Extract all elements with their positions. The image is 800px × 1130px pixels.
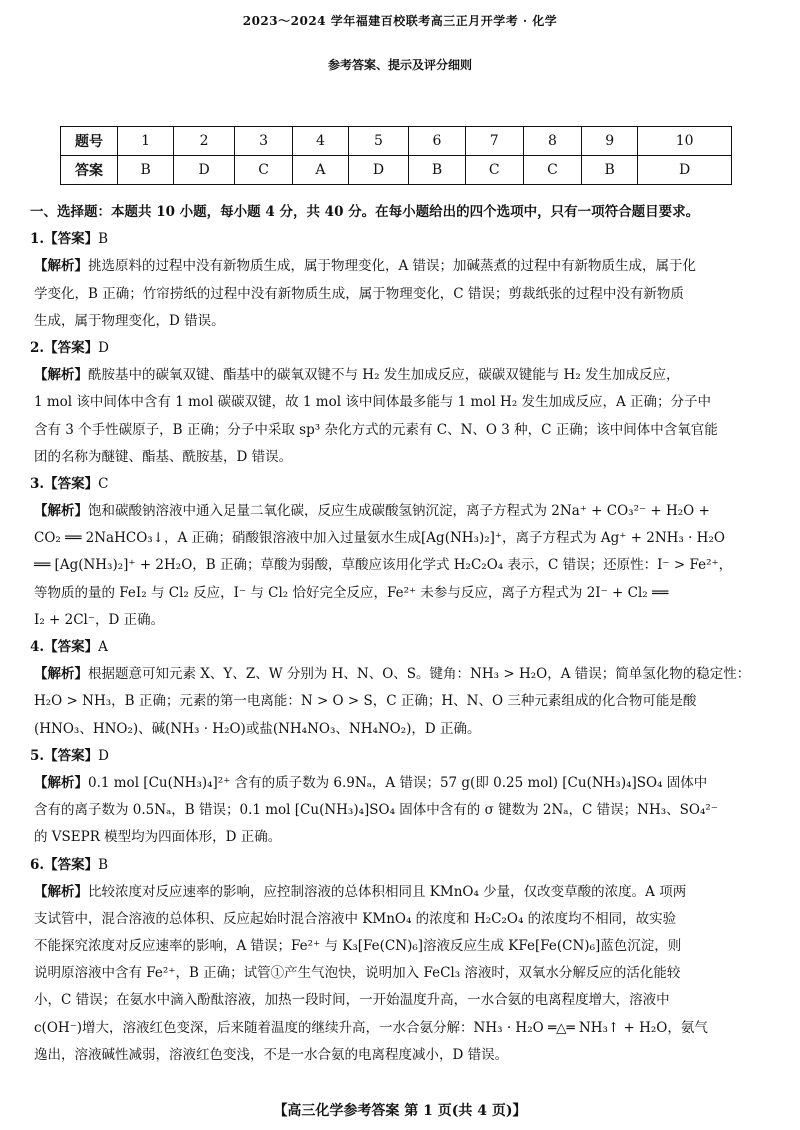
answer-tag: 【答案】 xyxy=(44,856,99,873)
answer-tag: 【答案】 xyxy=(44,339,99,356)
analysis-line xyxy=(30,552,772,579)
analysis-text: 的 VSEPR 模型均为四面体形，D 正确。 xyxy=(34,829,282,846)
analysis-tag: 【解析】 xyxy=(34,883,88,900)
analysis-line xyxy=(30,906,772,933)
question-number: 1. xyxy=(30,231,45,248)
answer-cell: C xyxy=(235,156,293,185)
question-number-cell: 8 xyxy=(523,127,581,156)
question-answer: B xyxy=(98,856,109,873)
question-answer-line xyxy=(30,743,772,770)
analysis-line xyxy=(30,1042,772,1069)
answer-cell: D xyxy=(348,156,409,185)
analysis-line xyxy=(30,498,772,525)
analysis-line xyxy=(30,879,772,906)
answer-table xyxy=(60,126,732,185)
analysis-tag: 【解析】 xyxy=(34,503,88,520)
answer-cell: D xyxy=(174,156,235,185)
question-answer: D xyxy=(98,339,109,356)
analysis-text: 生成，属于物理变化，D 错误。 xyxy=(34,312,225,329)
analysis-line xyxy=(30,797,772,824)
analysis-text: 根据题意可知元素 X、Y、Z、W 分别为 H、N、O、S。键角：NH₃ > H₂O，A 错误；简单氢化物的稳定性： xyxy=(88,666,751,683)
question-number-cell: 6 xyxy=(409,127,465,156)
answer-content xyxy=(30,199,772,1069)
analysis-line xyxy=(30,960,772,987)
analysis-text: 团的名称为醚键、酯基、酰胺基，D 错误。 xyxy=(34,448,293,465)
question-number-cell: 7 xyxy=(465,127,523,156)
answer-cell: D xyxy=(638,156,732,185)
answer-table-number-row xyxy=(61,127,732,156)
answer-tag: 【答案】 xyxy=(44,231,99,248)
question-answer-line xyxy=(30,852,772,879)
analysis-line xyxy=(30,389,772,416)
answer-tag: 【答案】 xyxy=(44,639,99,655)
analysis-tag: 【解析】 xyxy=(34,774,88,791)
analysis-text: 含有的离子数为 0.5Nₐ，B 错误；0.1 mol [Cu(NH₃)₄]SO₄ 固体中含有的 σ 键数为 2Nₐ，C 错误；NH₃、SO₄²⁻ xyxy=(34,802,718,819)
question-number: 4. xyxy=(30,639,45,655)
analysis-line xyxy=(30,987,772,1014)
answer-row-label: 答案 xyxy=(61,156,118,185)
question-answer: B xyxy=(98,231,109,248)
analysis-text: 支试管中，混合溶液的总体积、反应起始时混合溶液中 KMnO₄ 的浓度和 H₂C₂O₄ 的浓度均不相同，故实验 xyxy=(34,910,677,927)
question-answer-line xyxy=(30,226,772,253)
question-number: 3. xyxy=(30,475,45,492)
question-number-cell: 3 xyxy=(235,127,293,156)
answer-cell: C xyxy=(523,156,581,185)
analysis-text: 1 mol 该中间体中含有 1 mol 碳碳双键，故 1 mol 该中间体最多能与 1 mol H₂ 发生加成反应，A 正确；分子中 xyxy=(34,394,712,411)
question-number: 6. xyxy=(30,856,45,873)
question-number: 5. xyxy=(30,747,45,764)
answer-cell: B xyxy=(409,156,465,185)
page-subtitle: 参考答案、提示及评分细则 xyxy=(327,58,472,72)
section-heading: 一、选择题：本题共 10 小题，每小题 4 分，共 40 分。在每小题给出的四个选项中，只有一项符合题目要求。 xyxy=(30,204,700,220)
analysis-text: (HNO₃、HNO₂)、碱(NH₃ · H₂O)或盐(NH₄NO₃、NH₄NO₂)，D 正确。 xyxy=(34,720,481,737)
answer-cell: B xyxy=(582,156,638,185)
analysis-text: 比较浓度对反应速率的影响，应控制溶液的总体积相同且 KMnO₄ 少量，仅改变草酸的浓度。A 项两 xyxy=(88,883,687,900)
analysis-text: 等物质的量的 FeI₂ 与 Cl₂ 反应，I⁻ 与 Cl₂ 恰好完全反应，Fe²⁺ 未参与反应，离子方程式为 2I⁻ + Cl₂ ══ xyxy=(34,584,669,601)
answer-cell: C xyxy=(465,156,523,185)
analysis-text: c(OH⁻)增大，溶液红色变深，后来随着温度的继续升高，一水合氨分解：NH₃ · H₂O ═△═ NH₃↑ + H₂O，氨气 xyxy=(34,1019,708,1036)
analysis-line xyxy=(30,607,772,634)
question-number-cell: 2 xyxy=(174,127,235,156)
question-answer-line xyxy=(30,335,772,362)
analysis-text: ══ [Ag(NH₃)₂]⁺ + 2H₂O，B 正确；草酸为弱酸，草酸应该用化学式 H₂C₂O₄ 表示，C 错误；还原性：I⁻ > Fe²⁺， xyxy=(34,557,733,574)
analysis-text: 学变化，B 正确；竹帘捞纸的过程中没有新物质生成，属于物理变化，C 错误；剪裁纸张的过程中没有新物质 xyxy=(34,285,684,302)
answer-tag: 【答案】 xyxy=(44,475,99,492)
question-answer: D xyxy=(98,747,109,764)
analysis-line xyxy=(30,444,772,471)
question-answer: A xyxy=(98,639,108,655)
question-list xyxy=(30,226,772,1069)
question-answer-line xyxy=(30,634,772,661)
analysis-text: 挑选原料的过程中没有新物质生成，属于物理变化，A 错误；加碱蒸煮的过程中有新物质生成，属于化 xyxy=(88,258,697,275)
analysis-line xyxy=(30,688,772,715)
analysis-line xyxy=(30,716,772,743)
analysis-text: 不能探究浓度对反应速率的影响，A 错误；Fe²⁺ 与 K₃[Fe(CN)₆]溶液反应生成 KFe[Fe(CN)₆]蓝色沉淀，则 xyxy=(34,938,682,955)
analysis-line xyxy=(30,933,772,960)
analysis-text: 含有 3 个手性碳原子，B 正确；分子中采取 sp³ 杂化方式的元素有 C、N、O 3 种，C 正确；该中间体中含氧官能 xyxy=(34,421,718,438)
analysis-tag: 【解析】 xyxy=(34,367,88,384)
analysis-line xyxy=(30,281,772,308)
analysis-line xyxy=(30,417,772,444)
page-title: 2023～2024 学年福建百校联考高三正月开学考 · 化学 xyxy=(242,14,558,28)
analysis-line xyxy=(30,824,772,851)
analysis-text: CO₂ ══ 2NaHCO₃↓，A 正确；硝酸银溶液中加入过量氨水生成[Ag(NH₃)₂]⁺，离子方程式为 Ag⁺ + 2NH₃ · H₂O xyxy=(34,530,725,547)
question-number-cell: 9 xyxy=(582,127,638,156)
analysis-line xyxy=(30,308,772,335)
analysis-line xyxy=(30,525,772,552)
number-row-label: 题号 xyxy=(61,127,118,156)
analysis-line xyxy=(30,1015,772,1042)
answer-cell: A xyxy=(293,156,348,185)
question-answer-line xyxy=(30,471,772,498)
analysis-line xyxy=(30,580,772,607)
answer-cell: B xyxy=(118,156,174,185)
question-number-cell: 10 xyxy=(638,127,732,156)
question-number-cell: 4 xyxy=(293,127,348,156)
question-number-cell: 1 xyxy=(118,127,174,156)
analysis-text: 酰胺基中的碳氧双键、酯基中的碳氧双键不与 H₂ 发生加成反应，碳碳双键能与 H₂ 发生加成反应， xyxy=(88,367,680,384)
analysis-tag: 【解析】 xyxy=(34,258,88,275)
analysis-text: 说明原溶液中含有 Fe²⁺，B 正确；试管①产生气泡快，说明加入 FeCl₃ 溶液时，双氧水分解反应的活化能较 xyxy=(34,965,681,982)
answer-table-answer-row xyxy=(61,156,732,185)
question-answer: C xyxy=(98,475,109,492)
analysis-text: H₂O > NH₃，B 正确；元素的第一电离能：N > O > S，C 正确；H、N、O 三种元素组成的化合物可能是酸 xyxy=(34,693,697,710)
analysis-line xyxy=(30,770,772,797)
analysis-line xyxy=(30,362,772,389)
analysis-text: 0.1 mol [Cu(NH₃)₄]²⁺ 含有的质子数为 6.9Nₐ，A 错误；57 g(即 0.25 mol) [Cu(NH₃)₄]SO₄ 固体中 xyxy=(88,774,708,791)
analysis-tag: 【解析】 xyxy=(34,666,88,683)
question-number: 2. xyxy=(30,339,45,356)
analysis-text: I₂ + 2Cl⁻，D 正确。 xyxy=(34,611,165,628)
analysis-line xyxy=(30,661,772,688)
answer-tag: 【答案】 xyxy=(44,747,99,764)
question-number-cell: 5 xyxy=(348,127,409,156)
page-footer: 【高三化学参考答案 第 1 页(共 4 页)】 xyxy=(273,1103,527,1119)
analysis-line xyxy=(30,253,772,280)
analysis-text: 逸出，溶液碱性减弱，溶液红色变浅，不是一水合氨的电离程度减小，D 错误。 xyxy=(34,1046,509,1063)
analysis-text: 饱和碳酸钠溶液中通入足量二氧化碳，反应生成碳酸氢钠沉淀，离子方程式为 2Na⁺ + CO₃²⁻ + H₂O + xyxy=(88,503,710,520)
analysis-text: 小，C 错误；在氨水中滴入酚酞溶液，加热一段时间，一开始温度升高，一水合氨的电离程度增大，溶液中 xyxy=(34,992,670,1009)
